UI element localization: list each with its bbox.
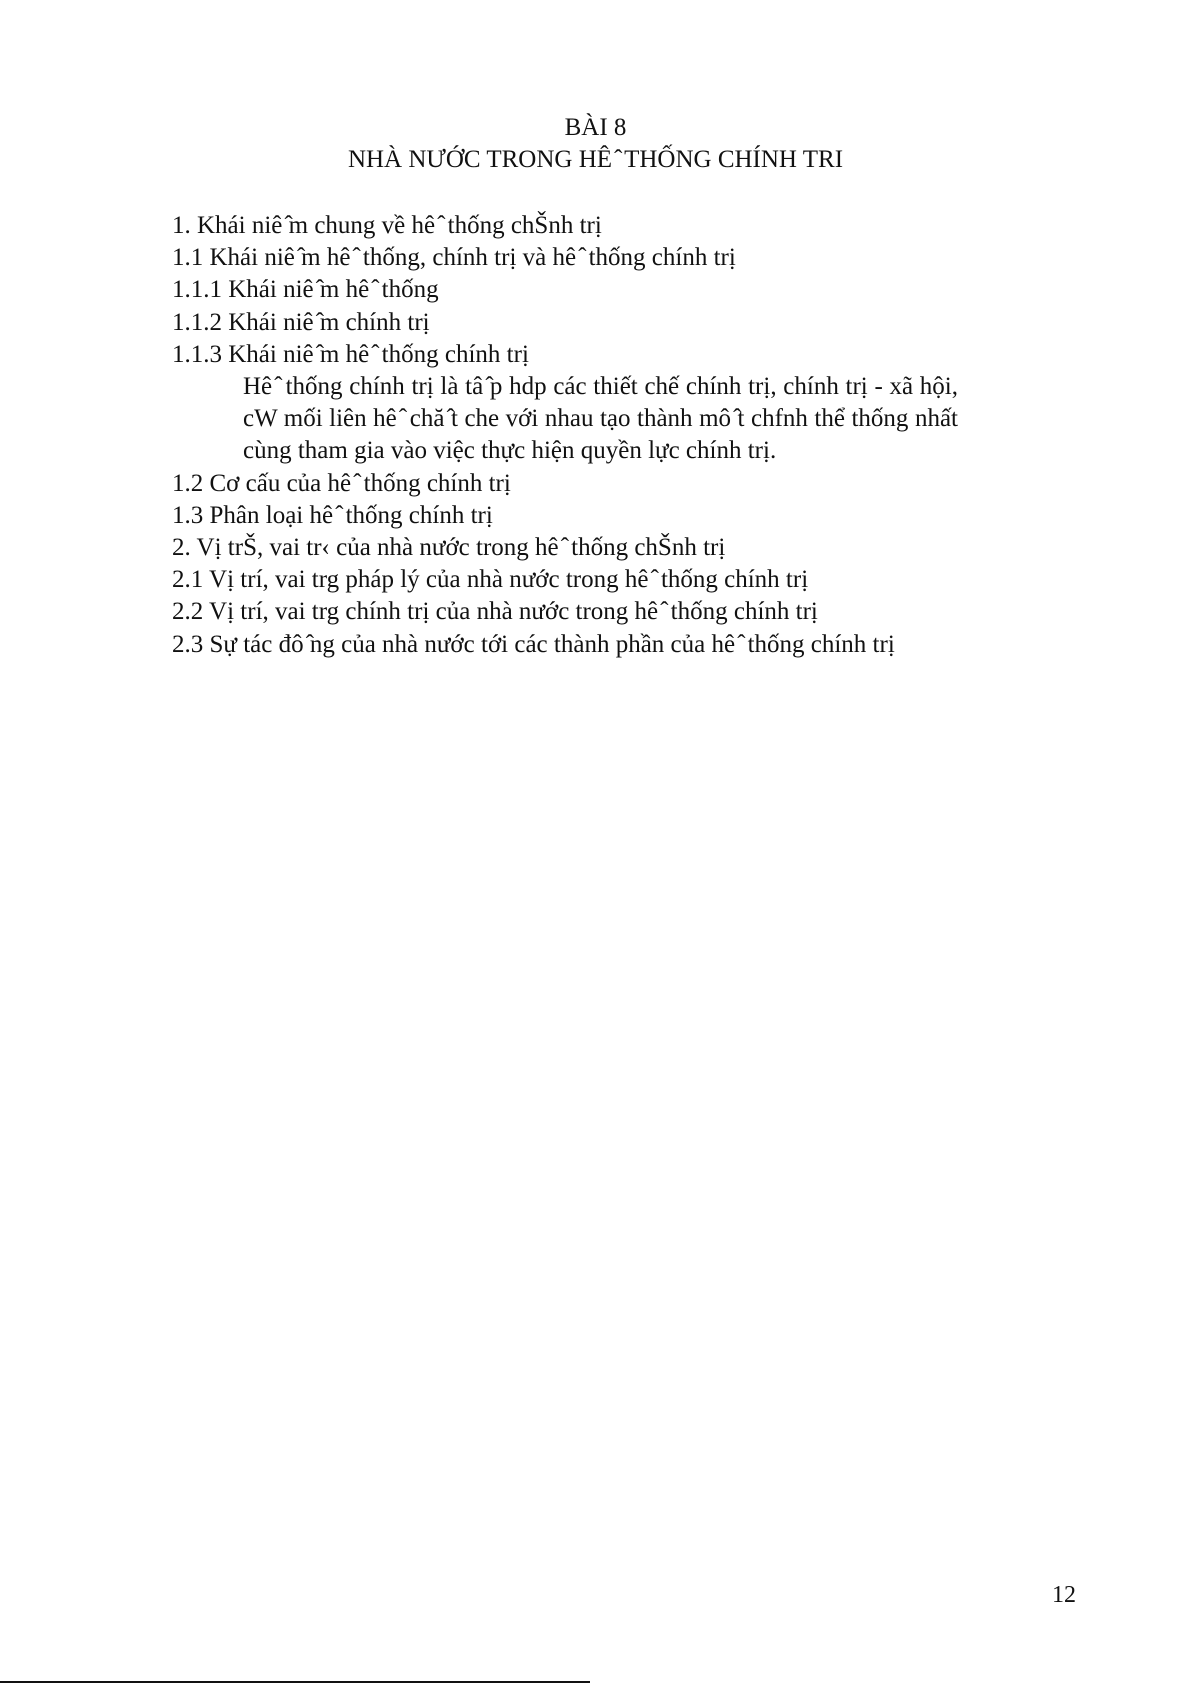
toc-item: 2.2 Vị trí, vai trg chính trị của nhà nước trong hê ̂ thống chính trị [172,598,818,626]
bottom-divider [0,1681,590,1683]
toc-item: 2. Vị trŠ, vai tr‹ của nhà nước trong hê ̂ thống chŠnh trị [172,534,726,562]
table-of-contents [172,210,1032,661]
page-header [0,112,1191,176]
toc-item: 2.1 Vị trí, vai trg pháp lý của nhà nước trong hê ̂ thống chính trị [172,566,809,594]
definition-paragraph: Hê ̂ thống chính trị là tâ ̂p hdp các thiết chế chính trị, chính trị - xã hội, cW mối liên hê ̂ chă ̂t che với nhau tạo thành mô ̂t chfnh thể thống nhất cùng tham gia vào việc thực hiện quyền lực chính trị. [243,373,958,465]
toc-item: 1.3 Phân loại hê ̂ thống chính trị [172,501,493,529]
toc-item: 1.2 Cơ cấu của hê ̂ thống chính trị [172,469,511,497]
page-title: NHÀ NƯỚC TRONG HÊ ̂ THỐNG CHÍNH TRI [347,146,844,173]
toc-item: 1.1.1 Khái niê ̂m hê ̂ thống [172,276,439,304]
toc-item: 1. Khái niê ̂m chung về hê ̂ thống chŠnh trị [172,212,602,239]
toc-item: 1.1 Khái niê ̂m hê ̂ thống, chính trị và hê ̂ thống chính trị [172,244,736,272]
page-number: 12 [1052,1582,1076,1608]
lesson-label: BÀI 8 [564,114,627,141]
toc-item: 1.1.2 Khái niê ̂m chính trị [172,308,430,336]
toc-item: 2.3 Sự tác đô ̂ng của nhà nước tới các thành phần của hê ̂ thống chính trị [172,630,895,658]
toc-item: 1.1.3 Khái niê ̂m hê ̂ thống chính trị [172,340,529,368]
